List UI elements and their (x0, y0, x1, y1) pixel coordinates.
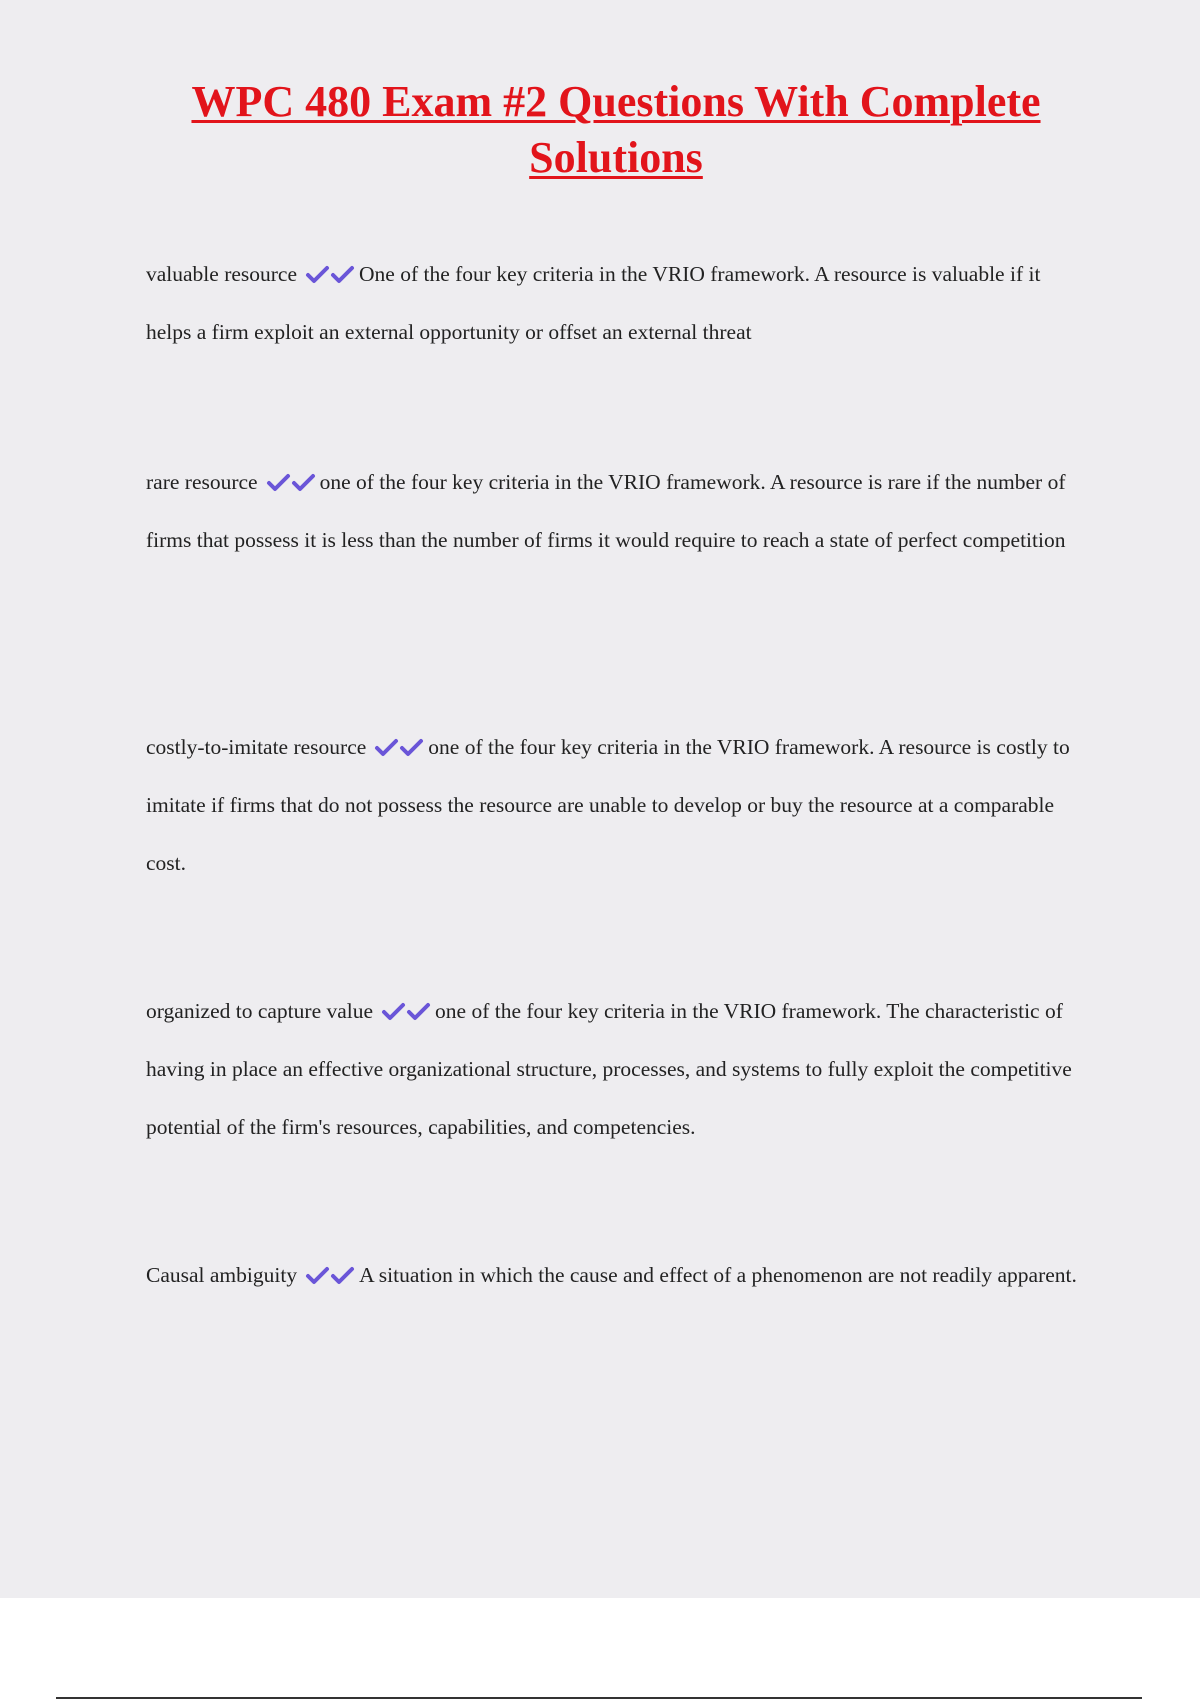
definition: one of the four key criteria in the VRIO framework. A resource is costly to imitate if firms that do not possess the resource are unable to develop or buy the resource at a comparable cost. (146, 735, 1070, 875)
document-title: WPC 480 Exam #2 Questions With Complete Solutions (191, 77, 1041, 182)
check-pair (266, 470, 316, 494)
qa-entry (146, 245, 1086, 361)
checkmark-icon (330, 264, 355, 284)
footer-rule (56, 1697, 1142, 1699)
checkmark-icon (381, 1001, 406, 1021)
definition: one of the four key criteria in the VRIO framework. The characteristic of having in place an effective organizational structure, processes, and systems to fully exploit the competitive potential of the firm's resources, capabilities, and competencies. (146, 999, 1072, 1139)
definition: one of the four key criteria in the VRIO framework. A resource is rare if the number of firms that possess it is less than the number of firms it would require to reach a state of perfect competition (146, 470, 1066, 552)
check-pair (305, 262, 355, 286)
checkmark-icon (266, 472, 291, 492)
checkmark-icon (305, 1265, 330, 1285)
check-pair (381, 999, 431, 1023)
qa-entry (146, 453, 1086, 569)
checkmark-icon (291, 472, 316, 492)
qa-entry (146, 718, 1086, 892)
term: costly-to-imitate resource (146, 735, 367, 759)
term: organized to capture value (146, 999, 374, 1023)
definition: One of the four key criteria in the VRIO framework. A resource is valuable if it helps a firm exploit an external opportunity or offset an external threat (146, 262, 1041, 344)
definition: A situation in which the cause and effect of a phenomenon are not readily apparent. (359, 1263, 1077, 1287)
qa-entry (146, 982, 1086, 1156)
checkmark-icon (330, 1265, 355, 1285)
checkmark-icon (399, 737, 424, 757)
checkmark-icon (305, 264, 330, 284)
check-pair (305, 1263, 355, 1287)
term: Causal ambiguity (146, 1263, 298, 1287)
check-pair (374, 735, 424, 759)
term: valuable resource (146, 262, 298, 286)
checkmark-icon (374, 737, 399, 757)
qa-entry (146, 1246, 1086, 1304)
checkmark-icon (406, 1001, 431, 1021)
term: rare resource (146, 470, 258, 494)
